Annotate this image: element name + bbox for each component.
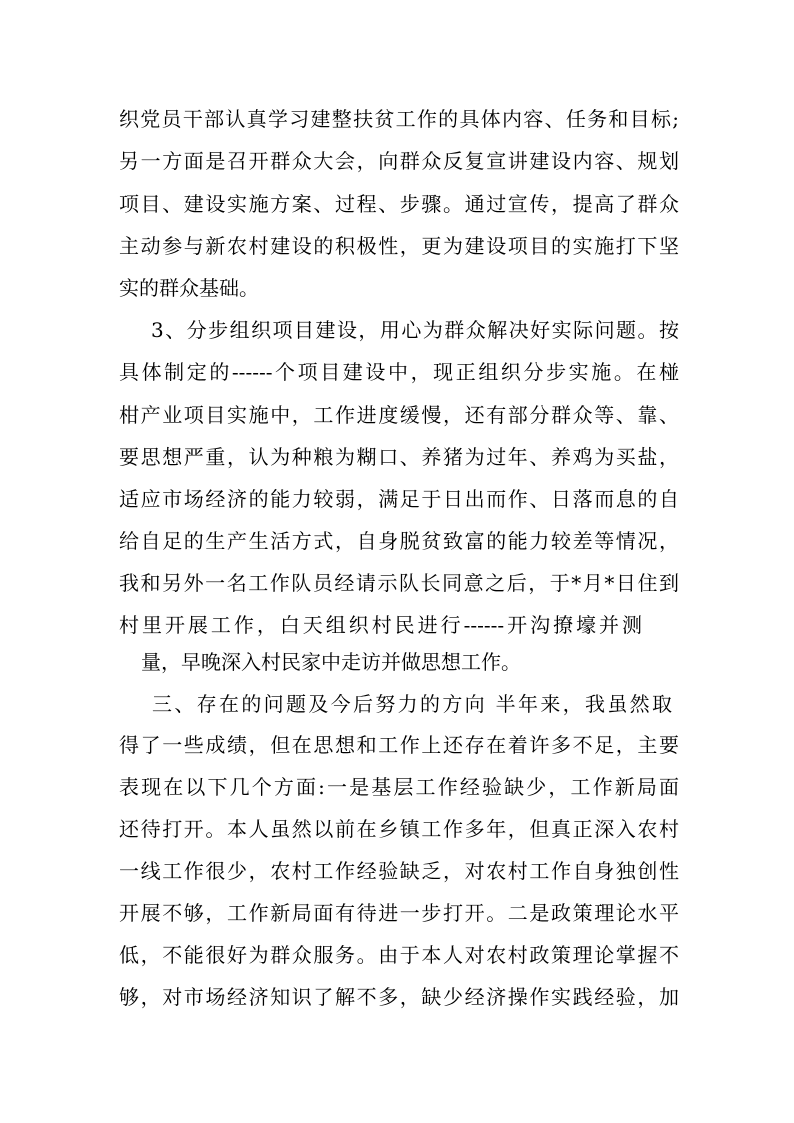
text-line: 还待打开。本人虽然以前在乡镇工作多年，但真正深入农村	[119, 817, 679, 841]
text-line: 另一方面是召开群众大会，向群众反复宣讲建设内容、规划	[119, 149, 679, 173]
text-line: 实的群众基础。	[119, 276, 259, 300]
text-line: 量，早晚深入村民家中走访并做思想工作。	[141, 650, 521, 674]
text-line: 3、分步组织项目建设，用心为群众解决好实际问题。按	[151, 318, 679, 342]
text-line: 一线工作很少，农村工作经验缺乏，对农村工作自身独创性	[119, 859, 679, 883]
text-line: 开展不够，工作新局面有待进一步打开。二是政策理论水平	[119, 901, 679, 925]
text-line: 项目、建设实施方案、过程、步骤。通过宣传，提高了群众	[119, 192, 679, 216]
text-line: 够，对市场经济知识了解不多，缺少经济操作实践经验，加	[119, 985, 679, 1009]
text-line: 我和另外一名工作队员经请示队长同意之后，于*月*日住到	[119, 571, 679, 595]
text-line: 织党员干部认真学习建整扶贫工作的具体内容、任务和目标;	[119, 107, 679, 131]
text-line: 要思想严重，认为种粮为糊口、养猪为过年、养鸡为买盐，	[119, 445, 679, 469]
text-line: 得了一些成绩，但在思想和工作上还存在着许多不足，主要	[119, 733, 679, 757]
text-line: 柑产业项目实施中，工作进度缓慢，还有部分群众等、靠、	[119, 403, 679, 427]
text-line: 低，不能很好为群众服务。由于本人对农村政策理论掌握不	[119, 943, 679, 967]
section-heading-line: 三、存在的问题及今后努力的方向 半年来，我虽然取	[152, 692, 672, 716]
text-line: 具体制定的------个项目建设中，现正组织分步实施。在椪	[119, 360, 679, 384]
text-line: 给自足的生产生活方式，自身脱贫致富的能力较差等情况，	[119, 529, 679, 553]
text-line: 村里开展工作，白天组织村民进行------开沟撩壕并测	[119, 613, 642, 637]
text-line: 适应市场经济的能力较弱，满足于日出而作、日落而息的自	[119, 487, 679, 511]
text-line: 表现在以下几个方面:一是基层工作经验缺少，工作新局面	[119, 775, 679, 799]
text-line: 主动参与新农村建设的积极性，更为建设项目的实施打下坚	[119, 234, 679, 258]
